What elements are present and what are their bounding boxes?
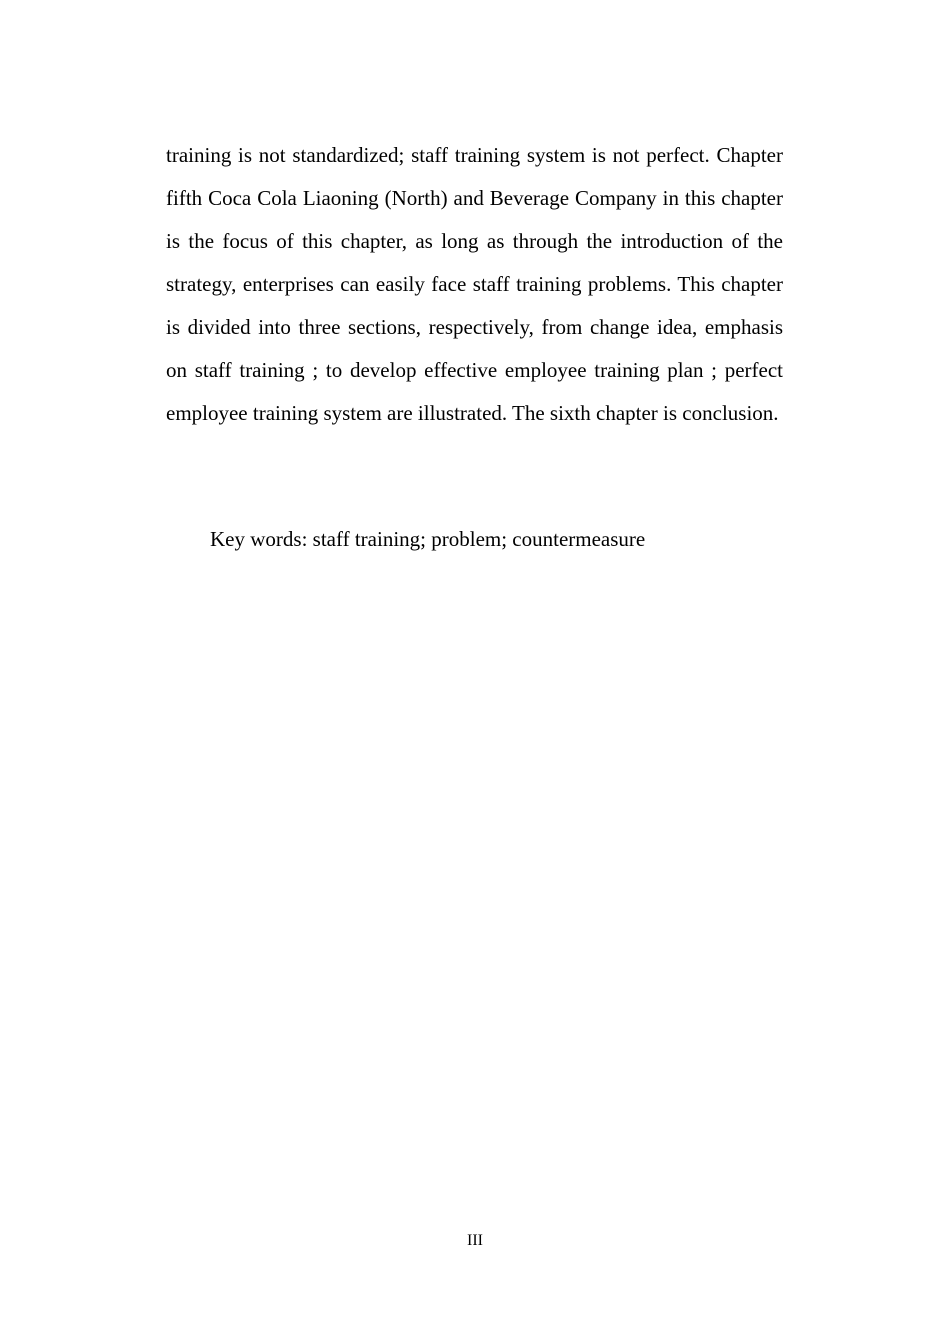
body-paragraph: training is not standardized; staff training system is not perfect. Chapter fifth Coca Cola Liaoning (North) and Beverage Company in this chapter is the focus of this chapter, as long as through the introduction of the strategy, enterprises can easily face staff training problems. This chapter is divided into three sections, respectively, from change idea, emphasis on staff training ; to develop effective employee training plan ; perfect employee training system are illustrated. The sixth chapter is conclusion. [166, 143, 783, 425]
keywords-line: Key words: staff training; problem; countermeasure [210, 527, 646, 551]
page-number: III [467, 1232, 483, 1249]
